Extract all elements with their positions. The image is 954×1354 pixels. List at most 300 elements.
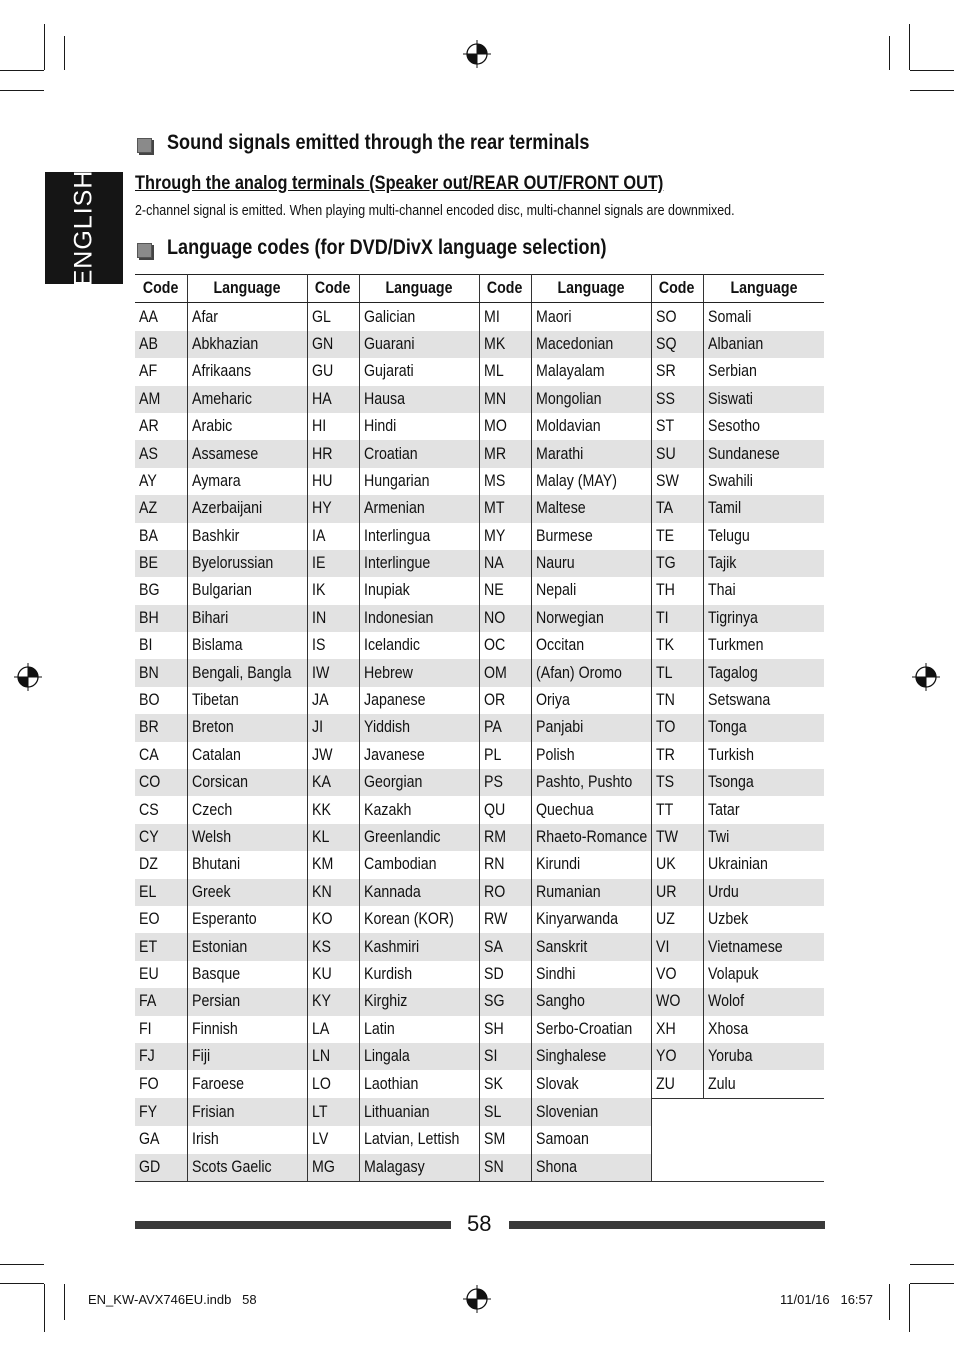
language-code-cell: HU [307, 468, 359, 495]
language-name-cell: Burmese [531, 523, 651, 550]
language-name-cell: Ameharic [187, 386, 307, 413]
language-name-cell: Quechua [531, 796, 651, 823]
language-name-cell: Korean (KOR) [359, 906, 479, 933]
language-code-cell: GD [135, 1154, 187, 1182]
section-title: Sound signals emitted through the rear terminals [167, 131, 590, 154]
language-name-cell: Siswati [703, 386, 824, 413]
language-code-cell: SR [651, 358, 703, 385]
table-row [135, 687, 824, 714]
crop-mark [0, 90, 44, 91]
language-name-cell: Guarani [359, 331, 479, 358]
language-name-cell: Sesotho [707, 417, 760, 436]
language-code-cell: TO [651, 714, 703, 741]
language-name-cell: Bulgarian [187, 577, 307, 604]
language-name-cell: Serbo-Croatian [531, 1016, 651, 1043]
table-row [135, 988, 824, 1015]
language-name-cell: Afrikaans [187, 358, 307, 385]
registration-mark-icon [463, 40, 491, 68]
table-row [135, 1098, 824, 1126]
language-name-cell: Kinyarwanda [531, 906, 651, 933]
language-name-cell: Icelandic [359, 632, 479, 659]
language-name-cell: Slovak [531, 1070, 651, 1098]
language-code-cell: FO [135, 1070, 187, 1098]
language-name-cell: Japanese [359, 687, 479, 714]
table-row [135, 1043, 824, 1070]
empty-cell [703, 1154, 824, 1182]
table-row [135, 1016, 824, 1043]
language-name-cell: Bashkir [187, 523, 307, 550]
language-name-cell: Basque [187, 961, 307, 988]
language-name-cell: Zulu [703, 1070, 824, 1098]
language-name-cell: Maltese [531, 495, 651, 522]
language-code-cell: TK [651, 632, 703, 659]
language-code-cell: MN [479, 386, 531, 413]
language-code-cell: GN [307, 331, 359, 358]
language-name-cell: Tigrinya [703, 605, 824, 632]
language-code-cell: KN [307, 879, 359, 906]
language-name-cell: Nauru [531, 550, 651, 577]
language-code-cell: TW [651, 824, 703, 851]
page-bar-left [135, 1221, 451, 1229]
language-code-cell: GA [135, 1126, 187, 1153]
table-row [135, 769, 824, 796]
language-code-cell: RN [479, 851, 531, 878]
language-name-cell: Tonga [703, 714, 824, 741]
language-name-cell: Bihari [187, 605, 307, 632]
language-code-cell: JW [307, 742, 359, 769]
language-code-cell: JA [307, 687, 359, 714]
language-name-cell: Latin [359, 1016, 479, 1043]
crop-mark [910, 70, 954, 71]
language-name-cell: Thai [707, 581, 736, 600]
language-name-cell: Singhalese [531, 1043, 651, 1070]
language-code-cell: MG [307, 1154, 359, 1182]
table-row [135, 851, 824, 878]
language-name-cell: Arabic [187, 413, 307, 440]
table-row [135, 523, 824, 550]
language-code-cell: MR [479, 440, 531, 467]
language-code-cell: DZ [135, 851, 187, 878]
language-name-cell: Cambodian [359, 851, 479, 878]
language-name-cell: Turkish [707, 745, 754, 764]
language-name-cell: Polish [531, 742, 651, 769]
language-name-cell: Tajik [703, 550, 824, 577]
language-code-cell: QU [479, 796, 531, 823]
language-code-cell: CO [135, 769, 187, 796]
language-name-cell: Georgian [359, 769, 479, 796]
language-code-cell: OC [479, 632, 531, 659]
table-row [135, 1126, 824, 1153]
language-code-cell: TR [651, 742, 703, 769]
registration-mark-icon [912, 663, 940, 691]
language-code-cell: RW [479, 906, 531, 933]
language-name-cell: Aymara [187, 468, 307, 495]
language-tab [45, 169, 123, 287]
page-number: 58 [467, 1211, 492, 1236]
language-code-cell: BR [135, 714, 187, 741]
language-name-cell: Welsh [187, 824, 307, 851]
language-name-cell: Abkhazian [187, 331, 307, 358]
language-code-cell: MK [479, 331, 531, 358]
language-name-cell: Finnish [187, 1016, 307, 1043]
language-name-cell: Turkmen [707, 636, 763, 655]
language-name-cell: Greek [187, 879, 307, 906]
language-name-cell: Tagalog [703, 659, 824, 686]
table-row [135, 605, 824, 632]
table-row [135, 1070, 824, 1098]
crop-mark [0, 70, 44, 71]
language-name-cell: Azerbaijani [187, 495, 307, 522]
language-name-cell: Somali [707, 307, 751, 326]
language-code-cell: MO [479, 413, 531, 440]
language-code-cell: SK [479, 1070, 531, 1098]
language-name-cell: Uzbek [707, 910, 748, 929]
language-name-cell: Wolof [703, 988, 824, 1015]
section-bullet-icon [137, 243, 152, 258]
crop-mark [44, 1284, 45, 1332]
language-code-cell: FA [135, 988, 187, 1015]
empty-cell [703, 1098, 824, 1126]
language-code-cell: SA [479, 933, 531, 960]
language-code-cell: EO [135, 906, 187, 933]
language-code-cell: MT [479, 495, 531, 522]
language-name-cell: (Afan) Oromo [531, 659, 651, 686]
language-code-cell: IK [307, 577, 359, 604]
language-name-cell: Fiji [187, 1043, 307, 1070]
table-row [135, 331, 824, 358]
language-code-cell: IA [307, 523, 359, 550]
language-code-cell: CY [135, 824, 187, 851]
language-name-cell: Armenian [359, 495, 479, 522]
language-code-cell: BN [135, 659, 187, 686]
column-header: Language [703, 275, 824, 303]
language-code-cell: MS [479, 468, 531, 495]
footer-datetime: 11/01/16 16:57 [780, 1292, 874, 1307]
language-code-cell: SU [651, 440, 703, 467]
language-name-cell: Frisian [187, 1098, 307, 1126]
language-code-cell: TL [651, 659, 703, 686]
language-code-cell: TS [651, 769, 703, 796]
language-code-cell: AZ [135, 495, 187, 522]
crop-mark [0, 1283, 44, 1284]
language-code-cell: BH [135, 605, 187, 632]
language-code-cell: AA [135, 303, 187, 331]
language-name-cell: Rhaeto-Romance [531, 824, 651, 851]
language-name-cell: Breton [187, 714, 307, 741]
language-code-cell: TG [651, 550, 703, 577]
language-name-cell: Inupiak [359, 577, 479, 604]
table-row [135, 961, 824, 988]
subheading: Through the analog terminals (Speaker out/REAR OUT/FRONT OUT) [135, 173, 664, 194]
language-name-cell: Rumanian [531, 879, 651, 906]
language-name-cell: Bislama [187, 632, 307, 659]
language-name-cell: Kashmiri [359, 933, 479, 960]
language-name-cell: Setswana [707, 691, 770, 710]
language-name-cell: Marathi [531, 440, 651, 467]
language-code-cell: AM [135, 386, 187, 413]
language-code-cell: TT [651, 796, 703, 823]
language-name-cell: Kurdish [359, 961, 479, 988]
language-name-cell: Scots Gaelic [187, 1154, 307, 1182]
language-code-cell: SD [479, 961, 531, 988]
language-code-cell: RM [479, 824, 531, 851]
language-code-cell: KK [307, 796, 359, 823]
language-code-cell: LN [307, 1043, 359, 1070]
language-code-cell: KU [307, 961, 359, 988]
column-header: Language [531, 275, 651, 303]
section-title: Language codes (for DVD/DivX language selection) [167, 236, 607, 259]
table-row [135, 468, 824, 495]
language-name-cell: Bhutani [187, 851, 307, 878]
language-name-cell: Javanese [359, 742, 479, 769]
language-name-cell: Sangho [531, 988, 651, 1015]
language-name-cell: Xhosa [707, 1019, 748, 1038]
language-name-cell: Corsican [187, 769, 307, 796]
language-name-cell: Mongolian [531, 386, 651, 413]
empty-cell [703, 1126, 824, 1153]
language-code-cell: TH [651, 577, 703, 604]
registration-mark-icon [463, 1285, 491, 1313]
language-name-cell: Malayalam [531, 358, 651, 385]
table-row [135, 577, 824, 604]
language-name-cell: Croatian [359, 440, 479, 467]
crop-mark [909, 24, 910, 70]
language-code-cell: BG [135, 577, 187, 604]
language-name-cell: Vietnamese [703, 933, 824, 960]
language-code-cell: PL [479, 742, 531, 769]
table-row [135, 550, 824, 577]
language-code-cell: CS [135, 796, 187, 823]
language-code-table [135, 274, 824, 1182]
language-name-cell: Nepali [531, 577, 651, 604]
language-code-cell: SH [479, 1016, 531, 1043]
language-code-cell: XH [651, 1016, 703, 1043]
language-name-cell: Urdu [703, 879, 824, 906]
language-name-cell: Malay (MAY) [531, 468, 651, 495]
language-code-cell: UK [651, 851, 703, 878]
language-name-cell: Sindhi [531, 961, 651, 988]
language-code-cell: ST [651, 413, 703, 440]
footer-file: EN_KW-AVX746EU.indb 58 [88, 1292, 257, 1307]
crop-mark [910, 1264, 954, 1265]
language-code-cell: LV [307, 1126, 359, 1153]
language-code-cell: AY [135, 468, 187, 495]
language-code-cell: AB [135, 331, 187, 358]
column-header: Language [359, 275, 479, 303]
body-text: 2-channel signal is emitted. When playing multi-channel encoded disc, multi-channel signals are downmixed. [135, 203, 735, 219]
language-name-cell: Ukrainian [707, 855, 768, 874]
language-code-cell: JI [307, 714, 359, 741]
language-code-cell: NE [479, 577, 531, 604]
column-header: Code [307, 275, 359, 303]
language-name-cell: Twi [703, 824, 824, 851]
language-name-cell: Albanian [703, 331, 824, 358]
table-row [135, 824, 824, 851]
language-code-cell: BA [135, 523, 187, 550]
language-name-cell: Kannada [359, 879, 479, 906]
language-code-cell: SS [651, 386, 703, 413]
language-name-cell: Persian [187, 988, 307, 1015]
table-row [135, 632, 824, 659]
column-header: Language [187, 275, 307, 303]
language-code-cell: KM [307, 851, 359, 878]
language-code-cell: HI [307, 413, 359, 440]
language-name-cell: Telugu [707, 526, 750, 545]
language-name-cell: Catalan [187, 742, 307, 769]
table-row [135, 440, 824, 467]
language-code-cell: WO [651, 988, 703, 1015]
language-code-cell: SW [651, 468, 703, 495]
language-name-cell: Volapuk [707, 964, 758, 983]
language-code-cell: FY [135, 1098, 187, 1126]
language-name-cell: Sundanese [703, 440, 824, 467]
language-name-cell: Maori [531, 303, 651, 331]
language-code-cell: MI [479, 303, 531, 331]
table-row [135, 1154, 824, 1182]
empty-cell [651, 1098, 703, 1126]
crop-mark [44, 24, 45, 70]
table-row [135, 879, 824, 906]
language-code-cell: GU [307, 358, 359, 385]
language-code-cell: KS [307, 933, 359, 960]
language-code-cell: MY [479, 523, 531, 550]
table-row [135, 933, 824, 960]
language-name-cell: Hausa [359, 386, 479, 413]
language-code-cell: RO [479, 879, 531, 906]
language-code-cell: FJ [135, 1043, 187, 1070]
table-row [135, 358, 824, 385]
language-code-cell: VI [651, 933, 703, 960]
language-code-cell: PS [479, 769, 531, 796]
table-row [135, 906, 824, 933]
language-tab-label: ENGLISH [69, 169, 98, 287]
language-name-cell: Faroese [187, 1070, 307, 1098]
language-name-cell: Indonesian [359, 605, 479, 632]
language-code-cell: BO [135, 687, 187, 714]
language-name-cell: Moldavian [531, 413, 651, 440]
language-code-cell: SL [479, 1098, 531, 1126]
language-code-cell: SQ [651, 331, 703, 358]
language-name-cell: Samoan [531, 1126, 651, 1153]
language-code-cell: AS [135, 440, 187, 467]
language-code-cell: CA [135, 742, 187, 769]
language-name-cell: Panjabi [531, 714, 651, 741]
language-code-cell: OM [479, 659, 531, 686]
registration-mark-icon [14, 663, 42, 691]
language-code-cell: BE [135, 550, 187, 577]
language-code-cell: NO [479, 605, 531, 632]
language-name-cell: Assamese [187, 440, 307, 467]
crop-mark [889, 1284, 890, 1320]
language-code-cell: PA [479, 714, 531, 741]
language-code-cell: KO [307, 906, 359, 933]
language-code-cell: HY [307, 495, 359, 522]
language-code-cell: LA [307, 1016, 359, 1043]
language-code-cell: OR [479, 687, 531, 714]
language-code-cell: UZ [651, 906, 703, 933]
table-row [135, 796, 824, 823]
table-row [135, 659, 824, 686]
language-code-cell: EL [135, 879, 187, 906]
language-code-cell: SO [651, 303, 703, 331]
language-name-cell: Norwegian [531, 605, 651, 632]
language-name-cell: Afar [187, 303, 307, 331]
language-name-cell: Greenlandic [359, 824, 479, 851]
language-name-cell: Serbian [707, 362, 757, 381]
table-row [135, 413, 824, 440]
table-row [135, 742, 824, 769]
crop-mark [910, 90, 954, 91]
language-code-cell: HR [307, 440, 359, 467]
language-code-cell: IN [307, 605, 359, 632]
language-name-cell: Yiddish [359, 714, 479, 741]
language-name-cell: Lingala [359, 1043, 479, 1070]
language-code-cell: LT [307, 1098, 359, 1126]
language-name-cell: Yoruba [703, 1043, 824, 1070]
language-name-cell: Tsonga [703, 769, 824, 796]
language-name-cell: Esperanto [187, 906, 307, 933]
language-code-cell: IW [307, 659, 359, 686]
language-name-cell: Lithuanian [359, 1098, 479, 1126]
language-name-cell: Latvian, Lettish [359, 1126, 479, 1153]
table-row [135, 303, 824, 331]
language-code-cell: SG [479, 988, 531, 1015]
table-row [135, 714, 824, 741]
language-code-cell: KY [307, 988, 359, 1015]
language-name-cell: Tibetan [187, 687, 307, 714]
language-name-cell: Malagasy [359, 1154, 479, 1182]
language-code-cell: HA [307, 386, 359, 413]
language-name-cell: Hebrew [359, 659, 479, 686]
language-code-cell: ML [479, 358, 531, 385]
language-name-cell: Tatar [707, 800, 740, 819]
language-name-cell: Macedonian [531, 331, 651, 358]
crop-mark [64, 36, 65, 70]
language-code-cell: SN [479, 1154, 531, 1182]
language-name-cell: Oriya [531, 687, 651, 714]
language-name-cell: Bengali, Bangla [187, 659, 307, 686]
language-code-cell: SI [479, 1043, 531, 1070]
language-code-cell: AF [135, 358, 187, 385]
language-name-cell: Occitan [531, 632, 651, 659]
language-name-cell: Pashto, Pushto [531, 769, 651, 796]
language-code-cell: ET [135, 933, 187, 960]
language-code-cell: EU [135, 961, 187, 988]
language-code-cell: TI [651, 605, 703, 632]
language-code-cell: TE [651, 523, 703, 550]
language-code-cell: YO [651, 1043, 703, 1070]
crop-mark [889, 36, 890, 70]
language-code-cell: FI [135, 1016, 187, 1043]
page-bar-right [509, 1221, 825, 1229]
column-header: Code [479, 275, 531, 303]
language-code-cell: LO [307, 1070, 359, 1098]
language-name-cell: Byelorussian [187, 550, 307, 577]
section-bullet-icon [137, 138, 152, 153]
empty-cell [651, 1126, 703, 1153]
table-row [135, 495, 824, 522]
language-name-cell: Czech [187, 796, 307, 823]
language-code-cell: IS [307, 632, 359, 659]
column-header: Code [651, 275, 703, 303]
language-name-cell: Hindi [359, 413, 479, 440]
language-code-cell: VO [651, 961, 703, 988]
language-code-cell: IE [307, 550, 359, 577]
language-name-cell: Kirundi [531, 851, 651, 878]
table-row [135, 386, 824, 413]
language-code-cell: KA [307, 769, 359, 796]
language-name-cell: Tamil [703, 495, 824, 522]
